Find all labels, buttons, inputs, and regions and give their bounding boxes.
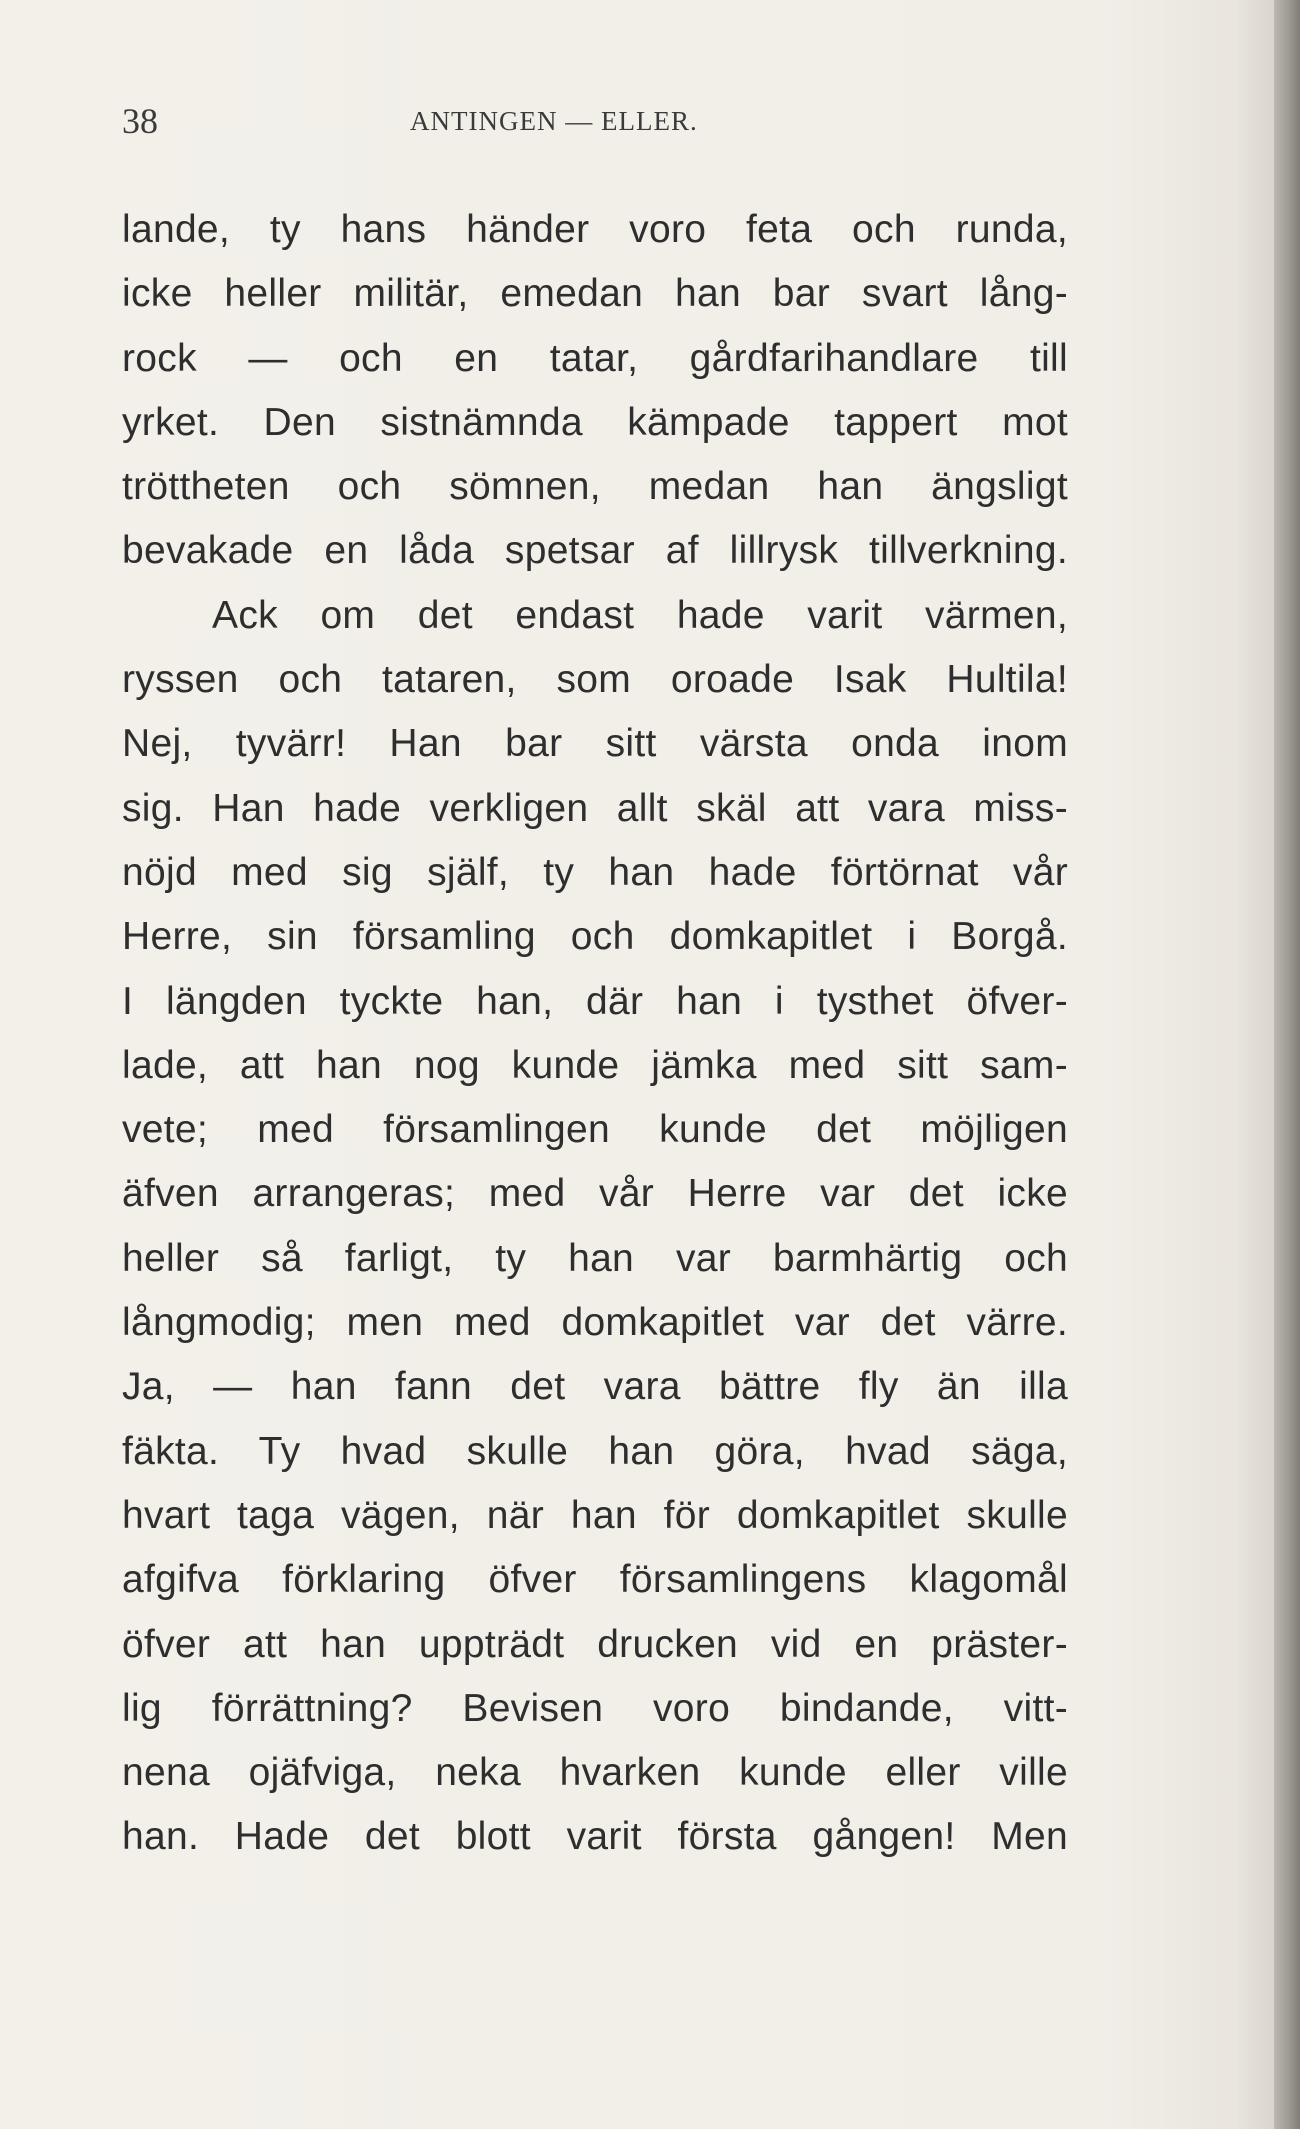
text-line: lande, ty hans händer voro feta och runda, bbox=[122, 208, 1068, 251]
text-line: yrket. Den sistnämnda kämpade tappert mot bbox=[122, 400, 1068, 444]
page-header bbox=[122, 100, 1068, 144]
text-line: öfver att han uppträdt drucken vid en präster- bbox=[122, 1622, 1068, 1666]
page-number: 38 bbox=[122, 101, 158, 141]
text-line: långmodig; men med domkapitlet var det värre. bbox=[122, 1301, 1068, 1345]
text-line: Ack om det endast hade varit värmen, bbox=[212, 593, 1068, 637]
text-line: vete; med församlingen kunde det möjligen bbox=[122, 1108, 1068, 1152]
text-line: icke heller militär, emedan han bar svart lång- bbox=[122, 272, 1068, 316]
body-text bbox=[122, 198, 1068, 1870]
text-line: afgifva förklaring öfver församlingens klagomål bbox=[122, 1558, 1068, 1602]
text-line: nena ojäfviga, neka hvarken kunde eller ville bbox=[122, 1751, 1068, 1795]
text-line: han. Hade det blott varit första gången! Men bbox=[122, 1815, 1068, 1859]
text-line: äfven arrangeras; med vår Herre var det icke bbox=[122, 1172, 1068, 1216]
text-line: Ja, — han fann det vara bättre fly än illa bbox=[122, 1365, 1068, 1409]
text-line: rock — och en tatar, gårdfarihandlare till bbox=[122, 336, 1068, 380]
text-line: Herre, sin församling och domkapitlet i Borgå. bbox=[122, 915, 1068, 959]
page-edge-shadow bbox=[1274, 0, 1300, 2129]
running-title: ANTINGEN — ELLER. bbox=[410, 106, 698, 136]
text-line: Nej, tyvärr! Han bar sitt värsta onda inom bbox=[122, 722, 1068, 766]
text-line: heller så farligt, ty han var barmhärtig och bbox=[122, 1236, 1068, 1280]
text-line: hvart taga vägen, när han för domkapitlet skulle bbox=[122, 1493, 1068, 1537]
text-line: nöjd med sig själf, ty han hade förtörnat vår bbox=[122, 850, 1068, 894]
text-line: bevakade en låda spetsar af lillrysk tillverkning. bbox=[122, 529, 1068, 573]
text-line: sig. Han hade verkligen allt skäl att vara miss- bbox=[122, 786, 1068, 830]
text-line: I längden tyckte han, där han i tysthet öfver- bbox=[122, 979, 1068, 1023]
text-line: tröttheten och sömnen, medan han ängsligt bbox=[122, 465, 1068, 509]
text-line: ryssen och tataren, som oroade Isak Hultila! bbox=[122, 658, 1068, 702]
text-line: lig förrättning? Bevisen voro bindande, vitt- bbox=[122, 1686, 1068, 1730]
text-line: lade, att han nog kunde jämka med sitt sam- bbox=[122, 1043, 1068, 1087]
text-line: fäkta. Ty hvad skulle han göra, hvad säga, bbox=[122, 1429, 1068, 1473]
